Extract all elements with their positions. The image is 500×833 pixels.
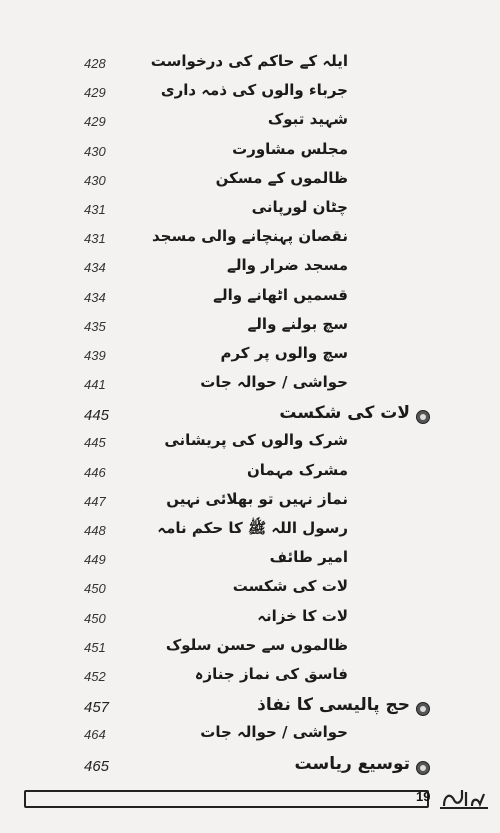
toc-entry: [0, 371, 500, 400]
toc-page-number: 465: [84, 757, 110, 775]
section-bullet-icon: [416, 761, 430, 775]
toc-entry: [0, 167, 500, 196]
toc-title: ظالموں کے مسکن: [215, 168, 348, 187]
page-footer: [24, 786, 492, 812]
toc-title: چٹان لورپانی: [251, 197, 348, 216]
toc-entry: [0, 429, 500, 458]
section-bullet-icon: [416, 410, 430, 424]
toc-page-number: 431: [84, 201, 106, 217]
toc-entry: [0, 284, 500, 313]
toc-entry: [0, 488, 500, 517]
toc-page-number: 434: [84, 289, 106, 305]
section-bullet-icon: [416, 702, 430, 716]
toc-entry: [0, 313, 500, 342]
toc-title: مجلس مشاورت: [232, 139, 348, 158]
toc-title: حواشی / حوالہ جات: [200, 723, 348, 742]
toc-entry: [0, 575, 500, 604]
toc-page-number: 430: [84, 143, 106, 159]
toc-title: لات کی شکست: [279, 403, 410, 424]
toc-entry: [0, 50, 500, 79]
toc-page-number: 435: [84, 318, 106, 334]
toc-section-heading: [0, 400, 500, 429]
toc-title: جرباء والوں کی ذمہ داری: [160, 81, 348, 100]
toc-title: توسیع ریاست: [294, 753, 410, 774]
toc-page-number: 464: [84, 727, 106, 743]
toc-entry: [0, 196, 500, 225]
toc-title: فاسق کی نماز جنازہ: [194, 664, 348, 683]
toc-title: لات کی شکست: [232, 577, 348, 596]
toc-title: شرک والوں کی پریشانی: [164, 431, 348, 450]
toc-entry: [0, 108, 500, 137]
page-number: 19: [416, 789, 431, 804]
toc-page-number: 430: [84, 172, 106, 188]
toc-title: حج پالیسی کا نفاذ: [257, 695, 410, 716]
toc-page-number: 446: [84, 464, 106, 480]
toc-page-number: 457: [84, 699, 110, 717]
toc-title: قسمیں اٹھانے والے: [213, 285, 348, 304]
toc-page-number: 450: [84, 610, 106, 626]
toc-page-number: 452: [84, 668, 106, 684]
toc-section-heading: [0, 692, 500, 721]
toc-title: سچ بولنے والے: [247, 314, 348, 333]
toc-title: نقصان پہنچانے والی مسجد: [151, 227, 348, 246]
toc-page-number: 434: [84, 260, 106, 276]
toc-page-number: 449: [84, 552, 106, 568]
toc-entry: [0, 79, 500, 108]
toc-title: سچ والوں پر کرم: [220, 343, 348, 362]
toc-title: ایلہ کے حاکم کی درخواست: [150, 52, 348, 70]
toc-title: لات کا خزانہ: [257, 606, 348, 625]
toc-entry: [0, 663, 500, 692]
table-of-contents: [0, 50, 500, 780]
toc-page-number: 431: [84, 231, 106, 247]
toc-title: ظالموں سے حسن سلوک: [165, 635, 348, 654]
toc-page-number: 450: [84, 581, 106, 597]
toc-entry: [0, 138, 500, 167]
toc-entry: [0, 546, 500, 575]
toc-page-number: 445: [84, 435, 106, 451]
toc-page-number: 445: [84, 407, 110, 425]
toc-page-number: 448: [84, 523, 106, 538]
toc-page-number: 429: [84, 85, 106, 101]
toc-page-number: 447: [84, 493, 106, 509]
toc-title: شہید تبوک: [267, 110, 348, 129]
toc-entry: [0, 721, 500, 750]
footer-bar: [24, 790, 429, 808]
toc-title: حواشی / حوالہ جات: [200, 373, 348, 392]
toc-title: مشرک مہمان: [246, 460, 348, 479]
toc-page-number: 451: [84, 639, 106, 655]
toc-entry: [0, 459, 500, 488]
toc-page-number: 439: [84, 347, 106, 363]
toc-entry: [0, 605, 500, 634]
toc-page-number: 441: [84, 377, 106, 393]
toc-title: نماز نہیں تو بھلائی نہیں: [166, 489, 348, 508]
toc-page-number: 428: [84, 56, 106, 71]
toc-title: رسول اللہ ﷺ کا حکم نامہ: [157, 519, 348, 537]
toc-entry: [0, 254, 500, 283]
toc-entry: [0, 517, 500, 546]
toc-entry: [0, 634, 500, 663]
toc-entry: [0, 225, 500, 254]
al-ameen-logo: [436, 786, 492, 812]
toc-section-heading: [0, 751, 500, 780]
toc-title: امیر طائف: [269, 548, 348, 567]
toc-page-number: 429: [84, 114, 106, 130]
toc-entry: [0, 342, 500, 371]
toc-title: مسجد ضرار والے: [227, 256, 348, 275]
